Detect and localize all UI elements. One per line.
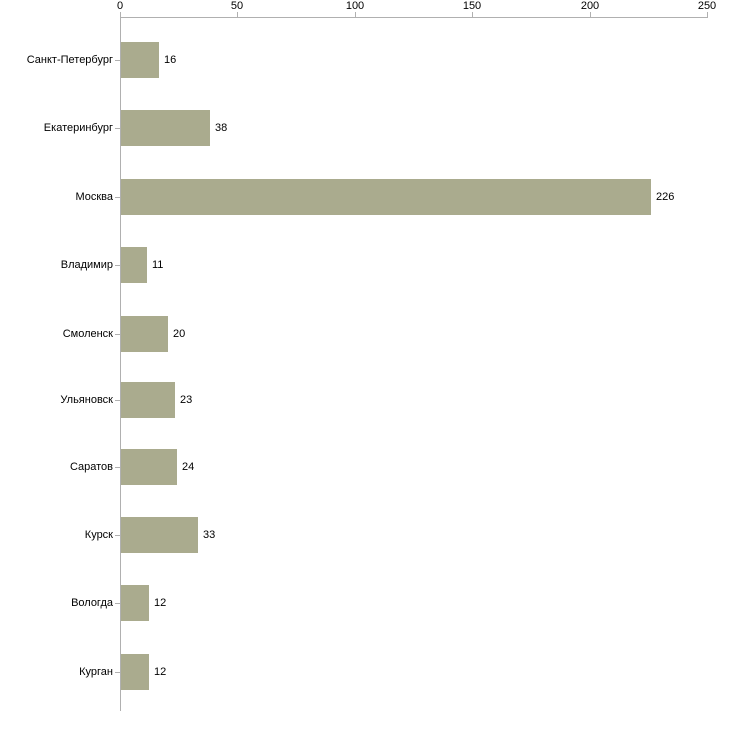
bar-value-label: 33 (203, 529, 216, 541)
y-tick-mark (115, 265, 120, 266)
bar (121, 382, 175, 418)
x-tick-mark (237, 12, 238, 17)
bar-value-label: 23 (180, 394, 193, 406)
category-label: Владимир (60, 259, 113, 271)
bar-value-label: 12 (154, 666, 167, 678)
x-tick-label: 100 (345, 0, 365, 12)
category-label: Курск (84, 529, 113, 541)
bar (121, 42, 159, 78)
x-tick-label: 0 (116, 0, 124, 12)
y-tick-mark (115, 197, 120, 198)
bar-value-label: 20 (173, 328, 186, 340)
y-tick-mark (115, 467, 120, 468)
y-tick-mark (115, 672, 120, 673)
bar (121, 654, 149, 690)
bar-value-label: 24 (182, 461, 195, 473)
bar (121, 585, 149, 621)
bar (121, 247, 147, 283)
bar-value-label: 11 (152, 259, 164, 271)
category-label: Екатеринбург (43, 122, 113, 134)
category-label: Москва (75, 191, 113, 203)
y-tick-mark (115, 60, 120, 61)
bar (121, 449, 177, 485)
bar (121, 316, 168, 352)
bar-value-label: 226 (656, 191, 675, 203)
y-tick-mark (115, 128, 120, 129)
x-tick-label: 200 (580, 0, 600, 12)
bar-value-label: 16 (164, 54, 177, 66)
y-tick-mark (115, 334, 120, 335)
bar-value-label: 12 (154, 597, 167, 609)
y-tick-mark (115, 603, 120, 604)
y-tick-mark (115, 535, 120, 536)
bar-value-label: 38 (215, 122, 228, 134)
x-axis-line (120, 17, 708, 18)
x-tick-mark (590, 12, 591, 17)
category-label: Ульяновск (60, 394, 113, 406)
y-tick-mark (115, 400, 120, 401)
bar (121, 179, 651, 215)
x-tick-mark (707, 12, 708, 17)
x-tick-label: 250 (697, 0, 717, 12)
category-label: Смоленск (62, 328, 113, 340)
category-label: Вологда (71, 597, 113, 609)
bar (121, 517, 198, 553)
x-tick-mark (355, 12, 356, 17)
bar (121, 110, 210, 146)
x-tick-label: 150 (462, 0, 482, 12)
category-label: Курган (79, 666, 113, 678)
category-label: Санкт-Петербург (26, 54, 113, 66)
x-tick-mark (472, 12, 473, 17)
x-tick-label: 50 (230, 0, 244, 12)
category-label: Саратов (69, 461, 113, 473)
x-tick-mark (120, 12, 121, 17)
